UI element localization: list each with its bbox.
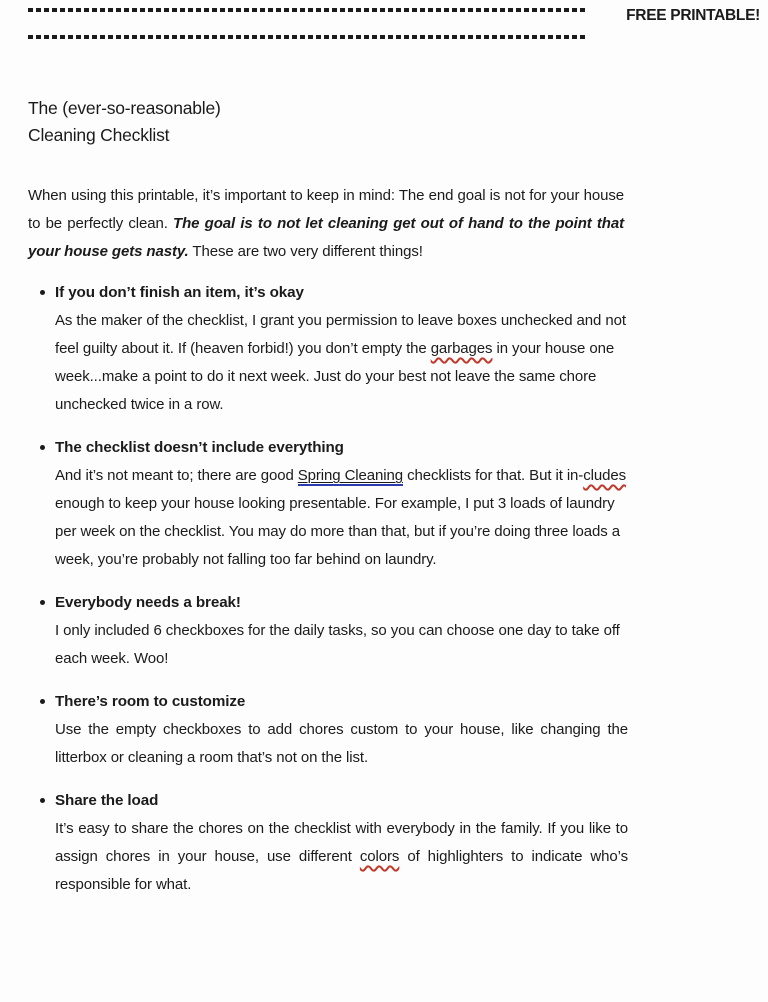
document-header [28, 8, 768, 48]
text-segment: These are two very different things! [188, 243, 423, 260]
bullet-heading: The checklist doesn’t include everything [55, 434, 628, 462]
text-segment: enough to keep your house looking presentable. For example, I put 3 loads of laundry per week on the checklist. You may do more than that, but if you’re doing three loads a week, you’re probably not falling too far behind on laundry. [55, 495, 620, 568]
free-printable-label: FREE PRINTABLE! [626, 7, 760, 24]
page-title-line2: Cleaning Checklist [28, 125, 170, 145]
text-segment: When using this printable, it’s important to keep in mind: The end goal is not for your house to be perfectly clean. [28, 187, 624, 232]
text-segment: I only included 6 checkboxes for the daily tasks, so you can choose one day to take off each week. Woo! [55, 622, 620, 667]
text-segment: in your house one week...make a point to do it next week. Just do your best not leave the same chore unchecked twice in a row. [55, 340, 615, 413]
bullet-heading: Everybody needs a break! [55, 589, 628, 617]
spring-cleaning-link[interactable]: Spring Cleaning [297, 467, 403, 484]
page-title-line1: The (ever-so-reasonable) [28, 98, 221, 118]
text-segment: The goal is to not let cleaning get out of hand to the point that your house gets nasty. [28, 215, 624, 260]
bullet-body [55, 716, 628, 772]
dashed-divider-top [28, 8, 586, 12]
bullet-item-not-everything [28, 434, 628, 574]
bullet-heading: If you don’t finish an item, it’s okay [55, 279, 628, 307]
text-segment: And it’s not meant to; there are good [55, 467, 298, 484]
bullet-item-room-to-customize [28, 688, 628, 772]
text-segment: Use the empty checkboxes to add chores custom to your house, like changing the litterbox or cleaning a room that’s not on the list. [55, 721, 628, 766]
bullet-body [55, 815, 628, 899]
bullet-body [55, 462, 628, 574]
text-segment: As the maker of the checklist, I grant you permission to leave boxes unchecked and not feel guilty about it. If (heaven forbid!) you don’t empty the [55, 312, 626, 357]
bullet-item-unfinished-ok [28, 279, 628, 419]
bullet-heading: There’s room to customize [55, 688, 628, 716]
bullet-item-share-the-load [28, 787, 628, 899]
bullet-body [55, 307, 628, 419]
bullet-heading: Share the load [55, 787, 628, 815]
dashed-divider-bottom [28, 35, 586, 39]
misspelled-word: cludes [583, 467, 626, 484]
misspelled-word: colors [359, 848, 400, 865]
page-title [28, 95, 768, 149]
intro-paragraph [28, 182, 624, 266]
misspelled-word: garbages [430, 340, 493, 357]
text-segment: It’s easy to share the chores on the checklist with everybody in the family. If you like to assign chores in your house, use different [55, 820, 628, 865]
bullet-item-needs-break [28, 589, 628, 673]
text-segment: of highlighters to indicate who’s responsible for what. [55, 848, 628, 893]
text-segment: checklists for that. But it in- [403, 467, 584, 484]
bullet-body [55, 617, 628, 673]
bullet-list [28, 279, 628, 899]
